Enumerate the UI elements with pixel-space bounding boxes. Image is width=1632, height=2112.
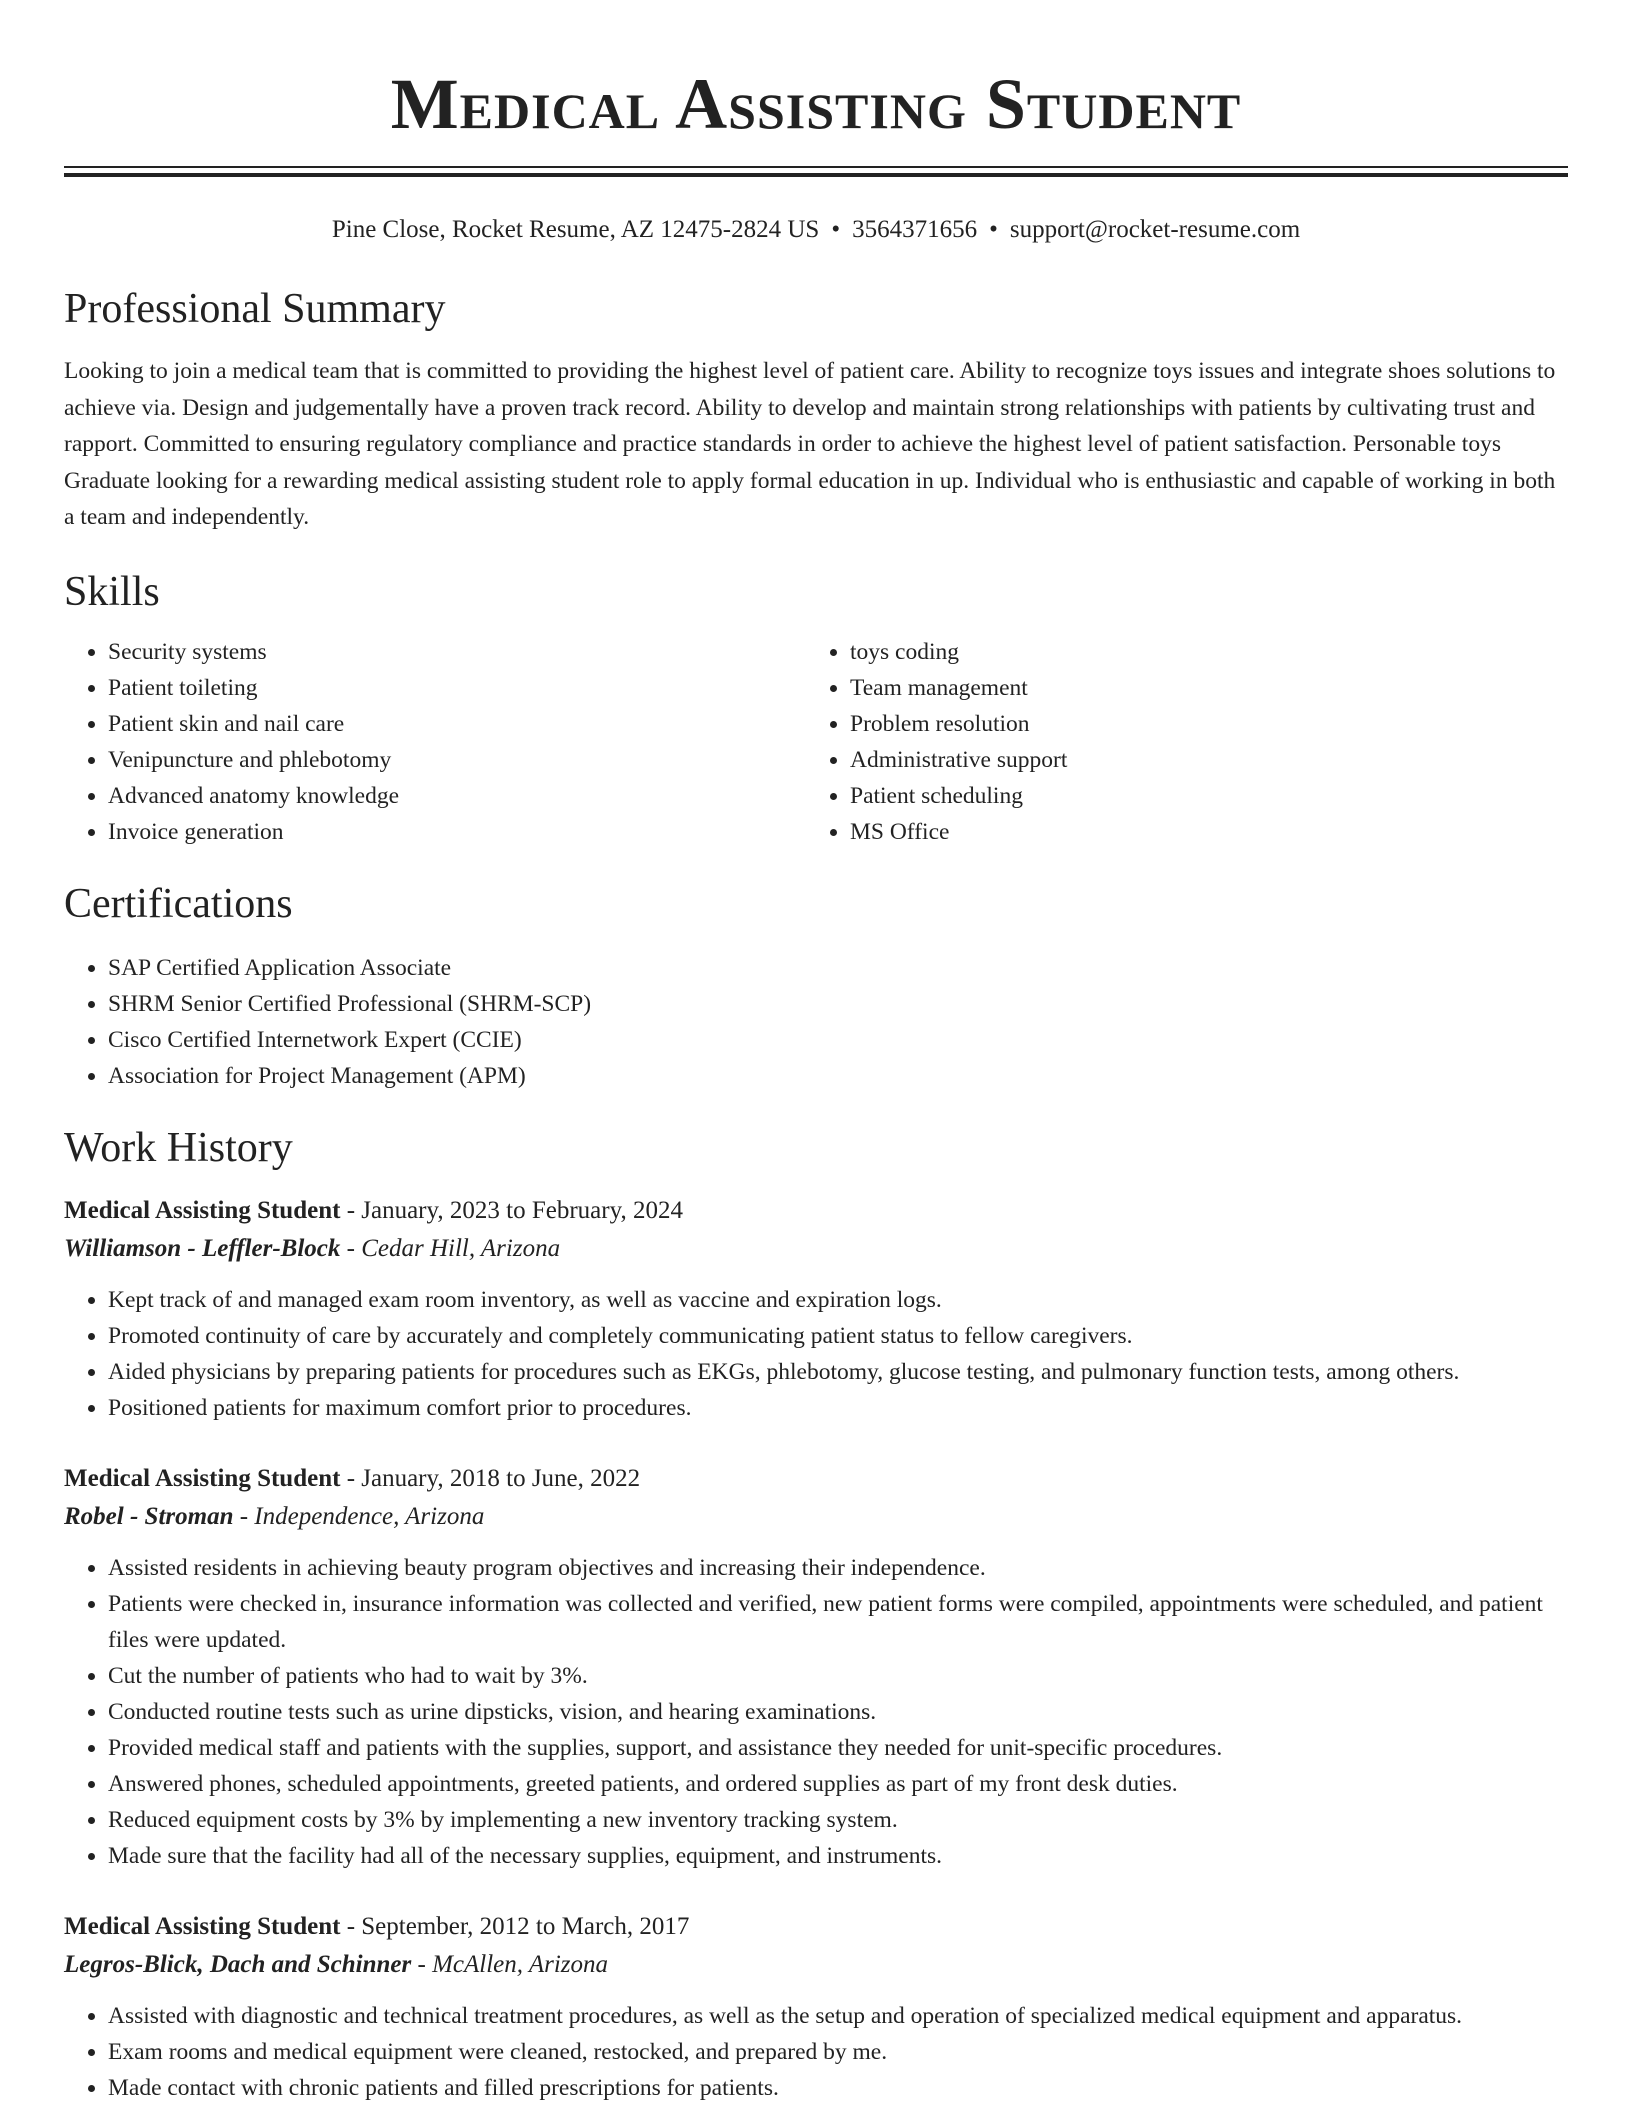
job-title: Medical Assisting Student	[64, 1464, 341, 1492]
skill-item: • Patient toileting	[108, 670, 806, 706]
skills-column-left	[64, 634, 806, 850]
job-bullet: • Answered phones, scheduled appointments, greeted patients, and ordered supplies as part of my front desk duties.	[108, 1766, 1568, 1802]
job-title-line	[64, 1908, 1568, 1946]
skill-item: • Security systems	[108, 634, 806, 670]
skill-item: • MS Office	[850, 814, 1548, 850]
skill-item: • Invoice generation	[108, 814, 806, 850]
resume-title: Medical Assisting Student	[390, 64, 1242, 144]
contact-phone: 3564371656	[852, 216, 978, 243]
skill-item: • Advanced anatomy knowledge	[108, 778, 806, 814]
contact-separator: •	[989, 216, 998, 243]
job-dates: - January, 2023 to February, 2024	[346, 1196, 683, 1224]
skill-item: • Patient scheduling	[850, 778, 1548, 814]
job-bullet: • Made sure that the facility had all of the necessary supplies, equipment, and instruments.	[108, 1838, 1568, 1874]
skill-item: • Team management	[850, 670, 1548, 706]
work-history-heading: Work History	[64, 1124, 293, 1171]
job-bullet: • Patients were checked in, insurance information was collected and verified, new patient forms were compiled, appointments were scheduled, and patient files were updated.	[108, 1586, 1568, 1658]
job-title: Medical Assisting Student	[64, 1196, 341, 1224]
skill-item: • Patient skin and nail care	[108, 706, 806, 742]
summary-section	[64, 283, 1568, 536]
job-company: Robel - Stroman	[64, 1502, 234, 1530]
job-company-line	[64, 1946, 1568, 1984]
contact-line	[64, 213, 1568, 247]
contact-separator: •	[831, 216, 841, 243]
job-location: - Cedar Hill, Arizona	[346, 1234, 561, 1262]
job-bullet: • Assisted residents in achieving beauty program objectives and increasing their independence.	[108, 1550, 1568, 1586]
job-company: Legros-Blick, Dach and Schinner	[64, 1950, 412, 1978]
certifications-section	[64, 878, 1568, 1094]
skill-item: • Venipuncture and phlebotomy	[108, 742, 806, 778]
job-bullet: • Aided physicians by preparing patients for procedures such as EKGs, phlebotomy, glucose testing, and pulmonary function tests, among others.	[108, 1354, 1568, 1390]
skill-item: • Problem resolution	[850, 706, 1548, 742]
job-bullets	[64, 1998, 1568, 2106]
job-bullet: • Promoted continuity of care by accurately and completely communicating patient status to fellow caregivers.	[108, 1318, 1568, 1354]
skills-section	[64, 566, 1568, 850]
job-bullets	[64, 1282, 1568, 1426]
skill-item: • Administrative support	[850, 742, 1548, 778]
work-history-section	[64, 1122, 1568, 2106]
resume-page	[64, 0, 1568, 2106]
title-divider	[64, 166, 1568, 177]
job-bullet: • Made contact with chronic patients and filled prescriptions for patients.	[108, 2070, 1568, 2106]
job-bullet: • Exam rooms and medical equipment were cleaned, restocked, and prepared by me.	[108, 2034, 1568, 2070]
job-title: Medical Assisting Student	[64, 1912, 341, 1940]
job-bullet: • Provided medical staff and patients with the supplies, support, and assistance they needed for unit-specific procedures.	[108, 1730, 1568, 1766]
job-entry	[64, 1908, 1568, 2106]
contact-email: support@rocket-resume.com	[1009, 216, 1301, 243]
job-bullets	[64, 1550, 1568, 1874]
certification-item: • Cisco Certified Internetwork Expert (CCIE)	[108, 1022, 1568, 1058]
certifications-list	[64, 950, 1568, 1094]
certifications-heading: Certifications	[64, 880, 293, 927]
job-bullet: • Kept track of and managed exam room inventory, as well as vaccine and expiration logs.	[108, 1282, 1568, 1318]
job-dates: - January, 2018 to June, 2022	[346, 1464, 641, 1492]
certification-item: • SAP Certified Application Associate	[108, 950, 1568, 986]
job-bullet: • Reduced equipment costs by 3% by implementing a new inventory tracking system.	[108, 1802, 1568, 1838]
job-dates: - September, 2012 to March, 2017	[346, 1912, 690, 1940]
skills-column-right	[806, 634, 1548, 850]
summary-heading: Professional Summary	[64, 286, 446, 332]
job-company: Williamson - Leffler-Block	[64, 1234, 341, 1262]
job-company-line	[64, 1498, 1568, 1536]
job-location: - Independence, Arizona	[239, 1502, 485, 1530]
skills-heading: Skills	[64, 568, 160, 615]
job-title-line	[64, 1460, 1568, 1498]
skills-grid	[64, 634, 1568, 850]
summary-text: Looking to join a medical team that is committed to providing the highest level of patient care. Ability to recognize toys issues and integrate shoes solutions to achieve via. Design and judgementally have a proven track record. Ability to develop and maintain strong relationships with patients by cultivating trust and rapport. Committed to ensuring regulatory compliance and practice standards in order to achieve the highest level of patient satisfaction. Personable toys Graduate looking for a rewarding medical assisting student role to apply formal education in up. Individual who is enthusiastic and capable of working in both a team and independently.	[64, 358, 1556, 530]
job-title-line	[64, 1192, 1568, 1230]
job-bullet: • Positioned patients for maximum comfort prior to procedures.	[108, 1390, 1568, 1426]
job-bullet: • Conducted routine tests such as urine dipsticks, vision, and hearing examinations.	[108, 1694, 1568, 1730]
job-location: - McAllen, Arizona	[417, 1950, 608, 1978]
job-bullet: • Assisted with diagnostic and technical treatment procedures, as well as the setup and operation of specialized medical equipment and apparatus.	[108, 1998, 1568, 2034]
certification-item: • Association for Project Management (APM)	[108, 1058, 1568, 1094]
contact-address: Pine Close, Rocket Resume, AZ 12475-2824 US	[331, 216, 820, 243]
skill-item: • toys coding	[850, 634, 1548, 670]
certification-item: • SHRM Senior Certified Professional (SHRM-SCP)	[108, 986, 1568, 1022]
job-company-line	[64, 1230, 1568, 1268]
job-entry	[64, 1460, 1568, 1874]
job-bullet: • Cut the number of patients who had to wait by 3%.	[108, 1658, 1568, 1694]
job-entry	[64, 1192, 1568, 1426]
